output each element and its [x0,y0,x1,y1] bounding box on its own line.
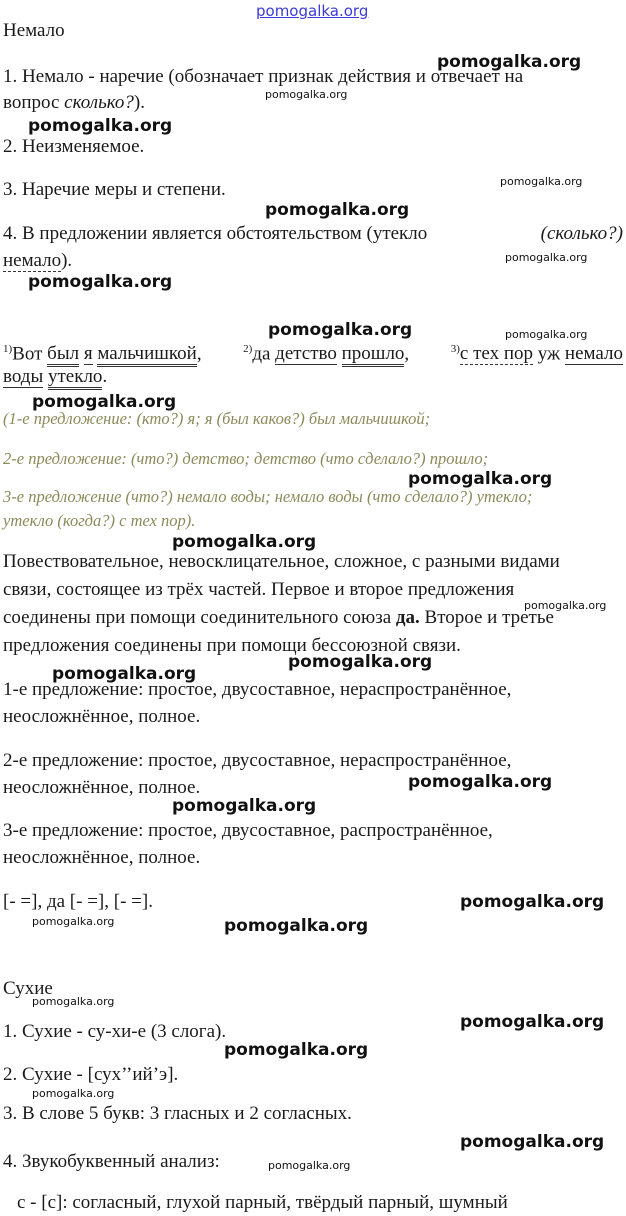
gloss-line-4: утекло (когда?) с тех пор). [3,511,196,530]
adverbial-word: с тех пор [459,343,534,365]
paragraph-4: 4. Звукобуквенный анализ: [3,1151,220,1172]
sentence-3-line-1 [3,820,623,842]
subject-word: немало [564,343,623,365]
sentence-3-line-2: неосложнённое, полное. [3,847,201,868]
watermark: pomogalka.org [505,251,588,264]
analysis-line-4: предложения соединены при помощи бессоюзной связи. [3,635,461,656]
clause-3 [451,338,623,365]
parsed-sentence-line-2: воды утекло. [3,366,107,388]
section-title-suhie: Сухие [3,978,53,999]
paragraph-4-line-2 [3,250,72,272]
subject-word: воды [3,366,44,387]
paragraph-1-line-2 [3,92,145,114]
paragraph-4-line-1 [3,223,623,245]
watermark: pomogalka.org [224,1040,369,1060]
watermark: pomogalka.org [460,1012,605,1032]
text: вопрос [3,92,60,113]
text: 3-е предложение: простое, двусоставное, распространённое, [3,820,493,841]
sound-analysis-line: с - [с]: согласный, глухой парный, твёрдый парный, шумный [17,1192,508,1213]
predicate-word: был [47,343,79,367]
gloss-line-1: (1-е предложение: (кто?) я; я (был каков?) был мальчишкой; [3,409,431,428]
text: 4. В предложении является обстоятельством (утекло [3,223,428,244]
clause-2: $^{2)}$да детство прошло, [243,338,409,365]
subject-word: я [83,343,93,365]
text: ). [133,92,145,113]
watermark: pomogalka.org [32,915,115,928]
watermark: pomogalka.org [268,1159,351,1172]
section-title-nemalo: Немало [3,20,65,41]
clause-number: 2) [243,343,253,355]
sentence-1-line-1 [3,679,623,701]
subject-word: детство [275,343,337,365]
question-text: сколько? [64,92,134,113]
text: соединены при помощи соединительного союза [3,607,392,628]
clause-number: 1) [3,343,13,355]
watermark: pomogalka.org [265,88,348,101]
text: Второе и третье [424,607,554,628]
watermark: pomogalka.org [268,320,413,340]
analysis-line-2 [3,579,623,601]
predicate-word: мальчишкой [97,343,196,367]
word: да [252,343,271,365]
watermark: pomogalka.org [172,532,317,552]
analysis-line-1 [3,551,623,573]
watermark: pomogalka.org [172,796,317,816]
watermark: pomogalka.org [32,995,115,1008]
predicate-word: прошло [342,343,405,367]
gloss-line-2: 2-е предложение: (что?) детство; детство (что сделало?) прошло; [3,449,489,468]
watermark: pomogalka.org [28,272,173,292]
watermark: pomogalka.org [28,116,173,136]
text: 3-е предложение (что?) немало воды; немало воды (что сделало?) утекло; [3,487,533,506]
watermark: pomogalka.org [265,200,410,220]
watermark: pomogalka.org [32,1087,115,1100]
watermark: pomogalka.org [408,469,553,489]
paragraph-3: 3. Наречие меры и степени. [3,179,226,200]
watermark: pomogalka.org [505,328,588,341]
paragraph-1: 1. Сухие - су-хи-е (3 слога). [3,1021,227,1042]
parsed-sentence-line-1 [3,338,623,365]
clause-number: 3) [450,343,460,355]
watermark: pomogalka.org [52,664,197,684]
paragraph-1-line-1 [3,66,623,88]
sentence-1-line-2: неосложнённое, полное. [3,706,201,727]
watermark: pomogalka.org [32,392,177,412]
text: 1-е предложение: простое, двусоставное, нераспространённое, [3,679,512,700]
watermark-top: pomogalka.org [256,2,369,20]
conjunction: да. [395,607,420,628]
word: уж [537,343,561,365]
text: связи, состоящее из трёх частей. Первое и второе предложения [3,579,515,600]
watermark: pomogalka.org [460,1132,605,1152]
predicate-word: утекло [48,366,102,390]
gloss-line-3 [3,486,623,508]
watermark: pomogalka.org [500,175,583,188]
watermark: pomogalka.org [524,599,607,612]
paragraph-3: 3. В слове 5 букв: 3 гласных и 2 согласных. [3,1103,352,1124]
watermark: pomogalka.org [460,892,605,912]
analysis-line-3 [3,607,554,629]
watermark: pomogalka.org [288,652,433,672]
sentence-2-line-2: неосложнённое, полное. [3,777,201,798]
question-text: (сколько?) [540,223,623,244]
paragraph-2: 2. Сухие - [сух’’ий’э]. [3,1064,179,1085]
text: Повествовательное, невосклицательное, сложное, с разными видами [3,551,560,572]
clause-1: $^{1)}$Вот был я мальчишкой, [3,338,202,365]
watermark: pomogalka.org [224,916,369,936]
text: 1. Немало - наречие (обозначает признак действия и отвечает на [3,66,524,87]
watermark: pomogalka.org [408,772,553,792]
word: Вот [12,343,43,365]
adverbial-underlined: немало [3,250,62,271]
sentence-2-line-1 [3,750,623,772]
paragraph-2: 2. Неизменяемое. [3,136,145,157]
text: ). [61,250,73,271]
sentence-scheme: [- =], да [- =], [- =]. [3,891,153,912]
text: 2-е предложение: простое, двусоставное, нераспространённое, [3,750,512,771]
watermark: pomogalka.org [437,52,582,72]
